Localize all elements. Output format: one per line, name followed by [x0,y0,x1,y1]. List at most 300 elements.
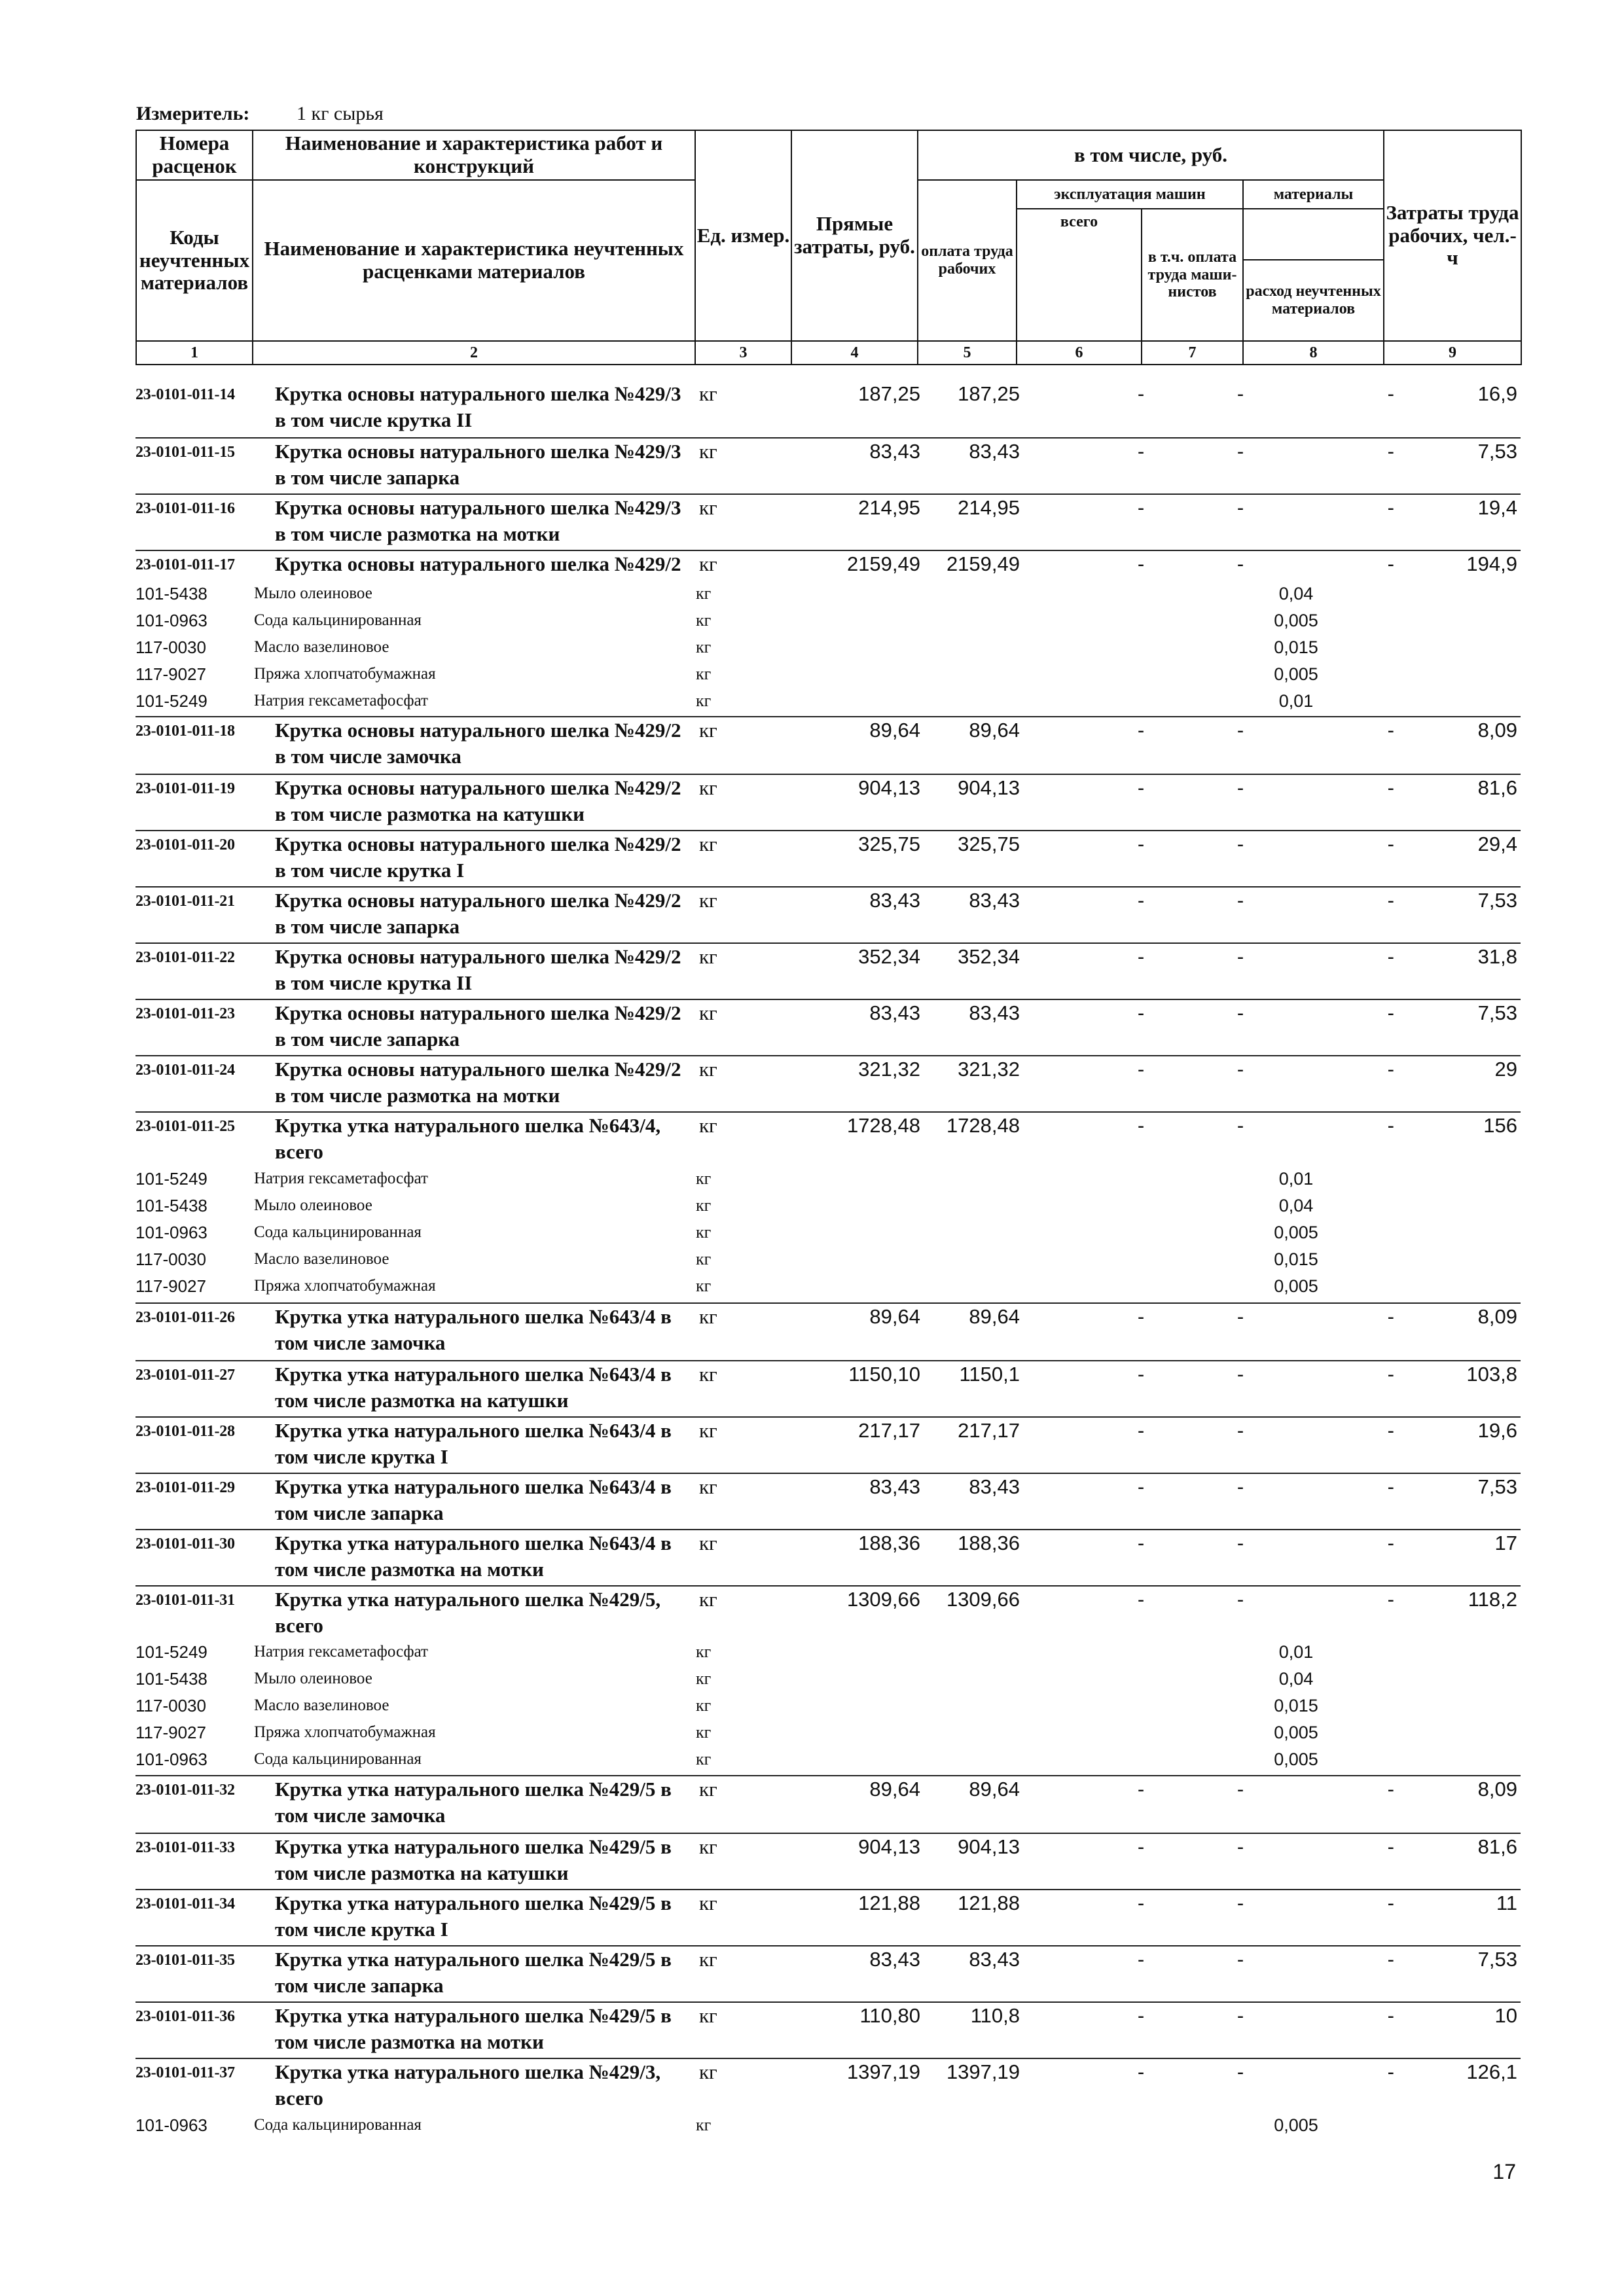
material-row [0,689,1624,716]
materials: - [1387,1835,1394,1858]
machinists-pay: - [1236,1001,1244,1024]
labor-hours: 194,9 [1466,552,1517,575]
materials: - [1387,1532,1394,1554]
material-unit: кг [696,2115,712,2134]
materials: - [1387,440,1394,463]
material-code: 101-0963 [135,1749,208,1769]
labor-hours: 17 [1494,1532,1517,1554]
labor-pay: 904,13 [958,1835,1020,1858]
unit: кг [699,1948,717,1971]
labor-pay: 321,32 [958,1058,1020,1081]
material-consumption: 0,005 [1274,611,1318,630]
machinists-pay: - [1236,1363,1244,1386]
labor-pay: 121,88 [958,1892,1020,1914]
unit: кг [699,719,717,742]
rate-code: 23-0101-011-37 [135,2064,235,2081]
materials: - [1387,2004,1394,2027]
material-consumption: 0,04 [1278,584,1314,603]
material-unit: кг [696,637,712,656]
material-row [0,1640,1624,1667]
material-row [0,581,1624,609]
work-subname: в том числе крутка II [275,971,473,994]
table-header [135,130,1522,365]
labor-pay: 83,43 [969,1001,1020,1024]
machinists-pay: - [1236,1892,1244,1914]
materials: - [1387,1058,1394,1081]
unit: кг [699,2060,717,2083]
material-code: 117-0030 [135,1696,206,1715]
work-subname: всего [275,1140,323,1163]
col-num-5: 5 [918,341,1017,365]
work-name: Крутка основы натурального шелка №429/2 [275,889,681,912]
labor-pay: 1309,66 [946,1588,1020,1611]
labor-pay: 187,25 [958,382,1020,405]
machines-total: - [1137,1532,1145,1554]
material-row [0,1193,1624,1221]
direct-costs: 214,95 [858,496,920,519]
work-subname: том числе замочка [275,1804,446,1827]
unit: кг [699,1001,717,1024]
material-row [0,1247,1624,1274]
measure-line [136,102,384,126]
labor-hours: 11 [1496,1892,1517,1914]
material-name: Масло вазелиновое [254,1250,389,1268]
machines-total: - [1137,889,1145,912]
col-num-3: 3 [695,341,791,365]
work-name: Крутка утка натурального шелка №429/5 в [275,1835,672,1858]
labor-hours: 7,53 [1477,440,1517,463]
labor-pay: 1728,48 [946,1114,1020,1137]
work-subname: том числе размотка на катушки [275,1861,569,1884]
machinists-pay: - [1236,945,1244,968]
machinists-pay: - [1236,889,1244,912]
machinists-pay: - [1236,776,1244,799]
labor-pay: 217,17 [958,1419,1020,1442]
machines-total: - [1137,2004,1145,2027]
material-row [0,662,1624,689]
labor-hours: 126,1 [1466,2060,1517,2083]
direct-costs: 89,64 [869,1305,920,1328]
labor-pay: 110,8 [970,2004,1020,2027]
work-name: Крутка основы натурального шелка №429/2 [275,776,681,799]
machines-total: - [1137,382,1145,405]
machinists-pay: - [1236,496,1244,519]
material-row [0,1166,1624,1194]
machinists-pay: - [1236,1532,1244,1554]
work-name: Крутка утка натурального шелка №429/5 в [275,1778,672,1801]
material-unit: кг [696,1169,712,1188]
work-subname: в том числе замочка [275,745,461,768]
materials: - [1387,1948,1394,1971]
machinists-pay: - [1236,1475,1244,1498]
labor-hours: 7,53 [1477,1475,1517,1498]
materials: - [1387,1114,1394,1137]
work-name: Крутка основы натурального шелка №429/3 [275,440,681,463]
work-name: Крутка основы натурального шелка №429/2 [275,1058,681,1081]
material-unit: кг [696,664,712,683]
material-code: 117-9027 [135,1723,206,1742]
header-including: в том числе, руб. [918,130,1384,180]
labor-pay: 89,64 [969,719,1020,742]
material-name: Пряжа хлопчатобумажная [254,1277,436,1295]
machines-total: - [1137,2060,1145,2083]
material-name: Сода кальцинированная [254,1750,422,1768]
header-material-codes: Коды неучтенных материалов [136,180,253,341]
labor-hours: 8,09 [1477,1305,1517,1328]
rate-code: 23-0101-011-15 [135,444,235,461]
work-name: Крутка утка натурального шелка №643/4 в [275,1532,672,1554]
machinists-pay: - [1236,719,1244,742]
labor-pay: 1150,1 [959,1363,1020,1386]
work-subname: том числе запарка [275,1974,444,1997]
col-num-2: 2 [253,341,695,365]
work-name: Крутка утка натурального шелка №429/5 в [275,1892,672,1914]
unit: кг [699,1305,717,1328]
material-consumption: 0,015 [1274,1696,1318,1715]
direct-costs: 325,75 [858,833,920,855]
rate-code: 23-0101-011-34 [135,1895,235,1912]
work-subname: всего [275,2087,323,2109]
material-consumption: 0,015 [1274,637,1318,657]
machines-total: - [1137,440,1145,463]
material-consumption: 0,005 [1274,1749,1318,1769]
work-subname: том числе крутка I [275,1445,448,1468]
material-name: Пряжа хлопчатобумажная [254,1723,436,1741]
machines-total: - [1137,1305,1145,1328]
material-unit: кг [696,1723,712,1742]
material-row [0,1720,1624,1748]
direct-costs: 110,80 [859,2004,920,2027]
header-unit: Ед. измер. [695,130,791,341]
work-subname: в том числе крутка I [275,859,465,882]
unit: кг [699,1835,717,1858]
material-consumption: 0,01 [1278,691,1314,711]
machinists-pay: - [1236,1835,1244,1858]
header-direct-costs: Прямые затраты, руб. [791,130,918,341]
rate-code: 23-0101-011-27 [135,1367,235,1384]
unit: кг [699,1475,717,1498]
machines-total: - [1137,945,1145,968]
materials: - [1387,945,1394,968]
machines-total: - [1137,776,1145,799]
material-row [0,635,1624,662]
header-machines-total: всего [1017,209,1142,341]
unit: кг [699,1419,717,1442]
rate-code: 23-0101-011-29 [135,1479,235,1496]
work-subname: в том числе размотка на мотки [275,1084,560,1107]
unit: кг [699,1363,717,1386]
labor-hours: 29,4 [1477,833,1517,855]
material-consumption: 0,005 [1274,1276,1318,1296]
unit: кг [699,552,717,575]
unit: кг [699,945,717,968]
header-material-name: Наименование и характеристика неучтенных расценками материалов [253,180,695,341]
machinists-pay: - [1236,1948,1244,1971]
unit: кг [699,1114,717,1137]
material-code: 117-0030 [135,637,206,657]
material-name: Масло вазелиновое [254,638,389,656]
machines-total: - [1137,719,1145,742]
material-name: Сода кальцинированная [254,611,422,629]
labor-hours: 7,53 [1477,1948,1517,1971]
machines-total: - [1137,1835,1145,1858]
direct-costs: 1397,19 [846,2060,920,2083]
material-consumption: 0,01 [1278,1169,1314,1189]
header-machinists-pay: в т.ч. оплата труда маши-нистов [1142,209,1243,341]
material-name: Натрия гексаметафосфат [254,1643,428,1660]
material-name: Пряжа хлопчатобумажная [254,665,436,683]
header-labor-costs: Затраты труда рабочих, чел.-ч [1384,130,1521,341]
labor-hours: 19,4 [1477,496,1517,519]
material-unit: кг [696,691,712,710]
unit: кг [699,1058,717,1081]
work-subname: том числе размотка на мотки [275,1558,544,1581]
labor-pay: 83,43 [969,440,1020,463]
labor-hours: 7,53 [1477,889,1517,912]
rate-code: 23-0101-011-14 [135,386,235,403]
material-row [0,2113,1624,2140]
labor-hours: 16,9 [1477,382,1517,405]
rate-code: 23-0101-011-22 [135,949,235,966]
machines-total: - [1137,1475,1145,1498]
labor-hours: 118,2 [1468,1588,1517,1611]
unit: кг [699,1588,717,1611]
col-num-7: 7 [1142,341,1243,365]
labor-pay: 904,13 [958,776,1020,799]
material-name: Мыло олеиновое [254,1670,372,1687]
rate-code: 23-0101-011-25 [135,1118,235,1135]
work-name: Крутка утка натурального шелка №429/3, [275,2060,661,2083]
work-subname: том числе размотка на катушки [275,1389,569,1412]
labor-hours: 31,8 [1477,945,1517,968]
labor-pay: 188,36 [958,1532,1020,1554]
machinists-pay: - [1236,1419,1244,1442]
rate-code: 23-0101-011-26 [135,1309,235,1326]
work-name: Крутка утка натурального шелка №643/4 в [275,1305,672,1328]
direct-costs: 352,34 [858,945,920,968]
labor-pay: 2159,49 [946,552,1020,575]
materials: - [1387,1363,1394,1386]
materials: - [1387,776,1394,799]
material-unit: кг [696,1196,712,1215]
machines-total: - [1137,833,1145,855]
materials: - [1387,1419,1394,1442]
machines-total: - [1137,1363,1145,1386]
machinists-pay: - [1236,382,1244,405]
material-unit: кг [696,1276,712,1295]
work-subname: том числе замочка [275,1331,446,1354]
unit: кг [699,382,717,405]
unit: кг [699,2004,717,2027]
work-name: Крутка утка натурального шелка №643/4, [275,1114,661,1137]
machines-total: - [1137,1778,1145,1801]
material-unit: кг [696,611,712,630]
direct-costs: 83,43 [869,1948,920,1971]
labor-pay: 83,43 [969,1948,1020,1971]
material-unit: кг [696,1249,712,1268]
machines-total: - [1137,1001,1145,1024]
direct-costs: 2159,49 [846,552,920,575]
direct-costs: 904,13 [858,776,920,799]
machines-total: - [1137,1114,1145,1137]
labor-pay: 214,95 [958,496,1020,519]
rate-code: 23-0101-011-36 [135,2008,235,2025]
work-name: Крутка основы натурального шелка №429/2 [275,719,681,742]
material-code: 101-0963 [135,611,208,630]
material-consumption: 0,005 [1274,1223,1318,1242]
direct-costs: 83,43 [869,1475,920,1498]
work-subname: в том числе запарка [275,915,460,938]
labor-hours: 81,6 [1477,1835,1517,1858]
material-name: Масло вазелиновое [254,1696,389,1714]
work-name: Крутка основы натурального шелка №429/2 [275,552,681,575]
unit: кг [699,440,717,463]
work-subname: том числе размотка на мотки [275,2030,544,2053]
work-subname: в том числе крутка II [275,408,473,431]
material-name: Мыло олеиновое [254,584,372,602]
header-work-name: Наименование и характеристика работ и конструкций [253,130,695,180]
direct-costs: 83,43 [869,1001,920,1024]
work-name: Крутка утка натурального шелка №429/5 в [275,2004,672,2027]
material-code: 101-0963 [135,2115,208,2135]
machines-total: - [1137,1892,1145,1914]
rate-code: 23-0101-011-21 [135,893,235,910]
unit: кг [699,833,717,855]
unit: кг [699,1778,717,1801]
direct-costs: 89,64 [869,719,920,742]
direct-costs: 187,25 [858,382,920,405]
col-num-1: 1 [136,341,253,365]
work-subname: всего [275,1614,323,1637]
header-rate-numbers: Номера расценок [136,130,253,180]
work-subname: том числе крутка I [275,1918,448,1941]
material-code: 101-0963 [135,1223,208,1242]
materials: - [1387,833,1394,855]
rate-code: 23-0101-011-31 [135,1592,235,1609]
material-code: 101-5249 [135,691,208,711]
work-name: Крутка утка натурального шелка №643/4 в [275,1363,672,1386]
materials: - [1387,1778,1394,1801]
labor-pay: 83,43 [969,889,1020,912]
machines-total: - [1137,1948,1145,1971]
material-unit: кг [696,1749,712,1768]
material-name: Мыло олеиновое [254,1196,372,1214]
material-row [0,1693,1624,1721]
work-subname: в том числе размотка на катушки [275,802,585,825]
rate-code: 23-0101-011-33 [135,1839,235,1856]
work-name: Крутка основы натурального шелка №429/2 [275,1001,681,1024]
machinists-pay: - [1236,1305,1244,1328]
material-consumption: 0,015 [1274,1249,1318,1269]
direct-costs: 217,17 [858,1419,920,1442]
material-consumption: 0,005 [1274,1723,1318,1742]
machinists-pay: - [1236,2060,1244,2083]
labor-hours: 8,09 [1477,719,1517,742]
labor-hours: 10 [1494,2004,1517,2027]
material-code: 101-5438 [135,584,208,603]
labor-pay: 83,43 [969,1475,1020,1498]
machines-total: - [1137,1058,1145,1081]
materials: - [1387,1305,1394,1328]
machines-total: - [1137,1419,1145,1442]
rate-code: 23-0101-011-20 [135,836,235,853]
labor-hours: 7,53 [1477,1001,1517,1024]
direct-costs: 321,32 [858,1058,920,1081]
labor-hours: 156 [1483,1114,1517,1137]
material-row [0,1747,1624,1774]
material-consumption: 0,005 [1274,664,1318,684]
machinists-pay: - [1236,1058,1244,1081]
rate-code: 23-0101-011-23 [135,1005,235,1022]
rate-code: 23-0101-011-24 [135,1062,235,1079]
col-num-6: 6 [1017,341,1142,365]
work-subname: том числе запарка [275,1501,444,1524]
col-num-9: 9 [1384,341,1521,365]
machinists-pay: - [1236,1114,1244,1137]
direct-costs: 83,43 [869,440,920,463]
work-name: Крутка утка натурального шелка №429/5 в [275,1948,672,1971]
rate-code: 23-0101-011-28 [135,1423,235,1440]
work-subname: в том числе запарка [275,1028,460,1050]
header-labor-pay: оплата труда рабочих [918,180,1017,341]
work-subname: в том числе размотка на мотки [275,522,560,545]
material-code: 117-9027 [135,1276,206,1296]
work-name: Крутка основы натурального шелка №429/3 [275,382,681,405]
unit: кг [699,496,717,519]
work-subname: в том числе запарка [275,466,460,489]
material-name: Сода кальцинированная [254,1223,422,1241]
machinists-pay: - [1236,2004,1244,2027]
labor-hours: 19,6 [1477,1419,1517,1442]
machinists-pay: - [1236,1588,1244,1611]
header-materials: материалы [1243,180,1384,209]
material-row [0,608,1624,636]
labor-pay: 89,64 [969,1305,1020,1328]
material-unit: кг [696,1669,712,1688]
labor-pay: 89,64 [969,1778,1020,1801]
labor-pay: 1397,19 [946,2060,1020,2083]
material-code: 101-5438 [135,1669,208,1689]
direct-costs: 1150,10 [848,1363,920,1386]
machines-total: - [1137,496,1145,519]
materials: - [1387,1892,1394,1914]
material-consumption: 0,01 [1278,1642,1314,1662]
col-num-4: 4 [791,341,918,365]
work-name: Крутка утка натурального шелка №643/4 в [275,1475,672,1498]
materials: - [1387,552,1394,575]
materials: - [1387,889,1394,912]
rate-code: 23-0101-011-35 [135,1952,235,1969]
work-name: Крутка основы натурального шелка №429/3 [275,496,681,519]
rate-code: 23-0101-011-30 [135,1535,235,1552]
measure-value: 1 кг сырья [297,103,384,124]
rate-code: 23-0101-011-32 [135,1782,235,1799]
materials: - [1387,496,1394,519]
direct-costs: 904,13 [858,1835,920,1858]
materials: - [1387,719,1394,742]
material-unit: кг [696,1223,712,1242]
materials: - [1387,2060,1394,2083]
direct-costs: 121,88 [858,1892,920,1914]
labor-hours: 103,8 [1466,1363,1517,1386]
machinists-pay: - [1236,440,1244,463]
rate-code: 23-0101-011-18 [135,723,235,740]
unit: кг [699,776,717,799]
materials: - [1387,382,1394,405]
labor-hours: 81,6 [1477,776,1517,799]
measure-label: Измеритель: [136,103,250,124]
work-name: Крутка утка натурального шелка №429/5, [275,1588,661,1611]
